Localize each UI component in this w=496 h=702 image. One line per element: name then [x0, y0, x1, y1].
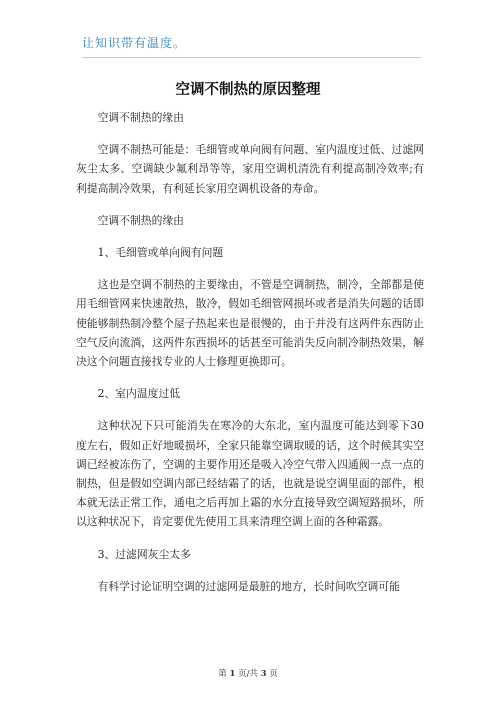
- footer-middle: 页/共: [238, 669, 258, 679]
- page-footer: [0, 667, 496, 679]
- body-paragraph: 这也是空调不制热的主要缘由，不管是空调制热，制冷，全部都是使用毛细管网来快速散热，散冷，假如毛细管网损坏或者是消失问题的话即使能够制热制冷整个屋子热起来也是很慢的，由于并没有这两件东西防止空气反向流淌，这两件东西损坏的话甚至可能消失反向制冷制热效果，解决这个问题直接找专业的人士修理更换即可。: [76, 278, 424, 369]
- section-heading: 空调不制热的缘由: [97, 111, 184, 124]
- section-heading: 2、室内温度过低: [97, 387, 181, 401]
- body-paragraph: 有科学讨论证明空调的过滤网是最脏的地方，长时间吹空调可能: [97, 579, 400, 593]
- footer-suffix: 页: [269, 669, 278, 679]
- header-divider: [82, 57, 421, 58]
- section-heading: 3、过滤网灰尘太多: [97, 547, 191, 561]
- total-page-number: 3: [260, 669, 267, 679]
- current-page-number: 1: [229, 669, 236, 679]
- header-slogan: 让知识带有温度。: [82, 36, 187, 50]
- section-heading: 空调不制热的缘由: [97, 213, 184, 227]
- body-paragraph: 这种状况下只可能消失在寒冷的大东北，室内温度可能达到零下30度左右，假如正好地暖损坏，全家只能靠空调取暖的话，这个时候其实空调已经被冻伤了，空调的主要作用还是吸入冷空气带入四通阀一点一点的制热，但是假如空调内部已经结霜了的话，也就是说空调里面的部件，根本就无法正常工作，通电之后再加上霜的水分直接导致空调短路损坏，所以这种状况下，肯定要优先使用工具来清理空调上面的各种霜露。: [76, 419, 424, 529]
- document-body: [76, 108, 424, 596]
- body-paragraph: 空调不制热可能是：毛细管或单向阀有问题、室内温度过低、过滤网灰尘太多、空调缺少氟利昂等等，家用空调机清洗有利提高制冷效率;有利提高制冷效果，有利延长家用空调机设备的寿命。: [76, 143, 424, 195]
- footer-prefix: 第: [218, 669, 227, 679]
- section-heading: 1、毛细管或单向阀有问题: [97, 246, 224, 260]
- document-title: 空调不制热的原因整理: [175, 82, 321, 98]
